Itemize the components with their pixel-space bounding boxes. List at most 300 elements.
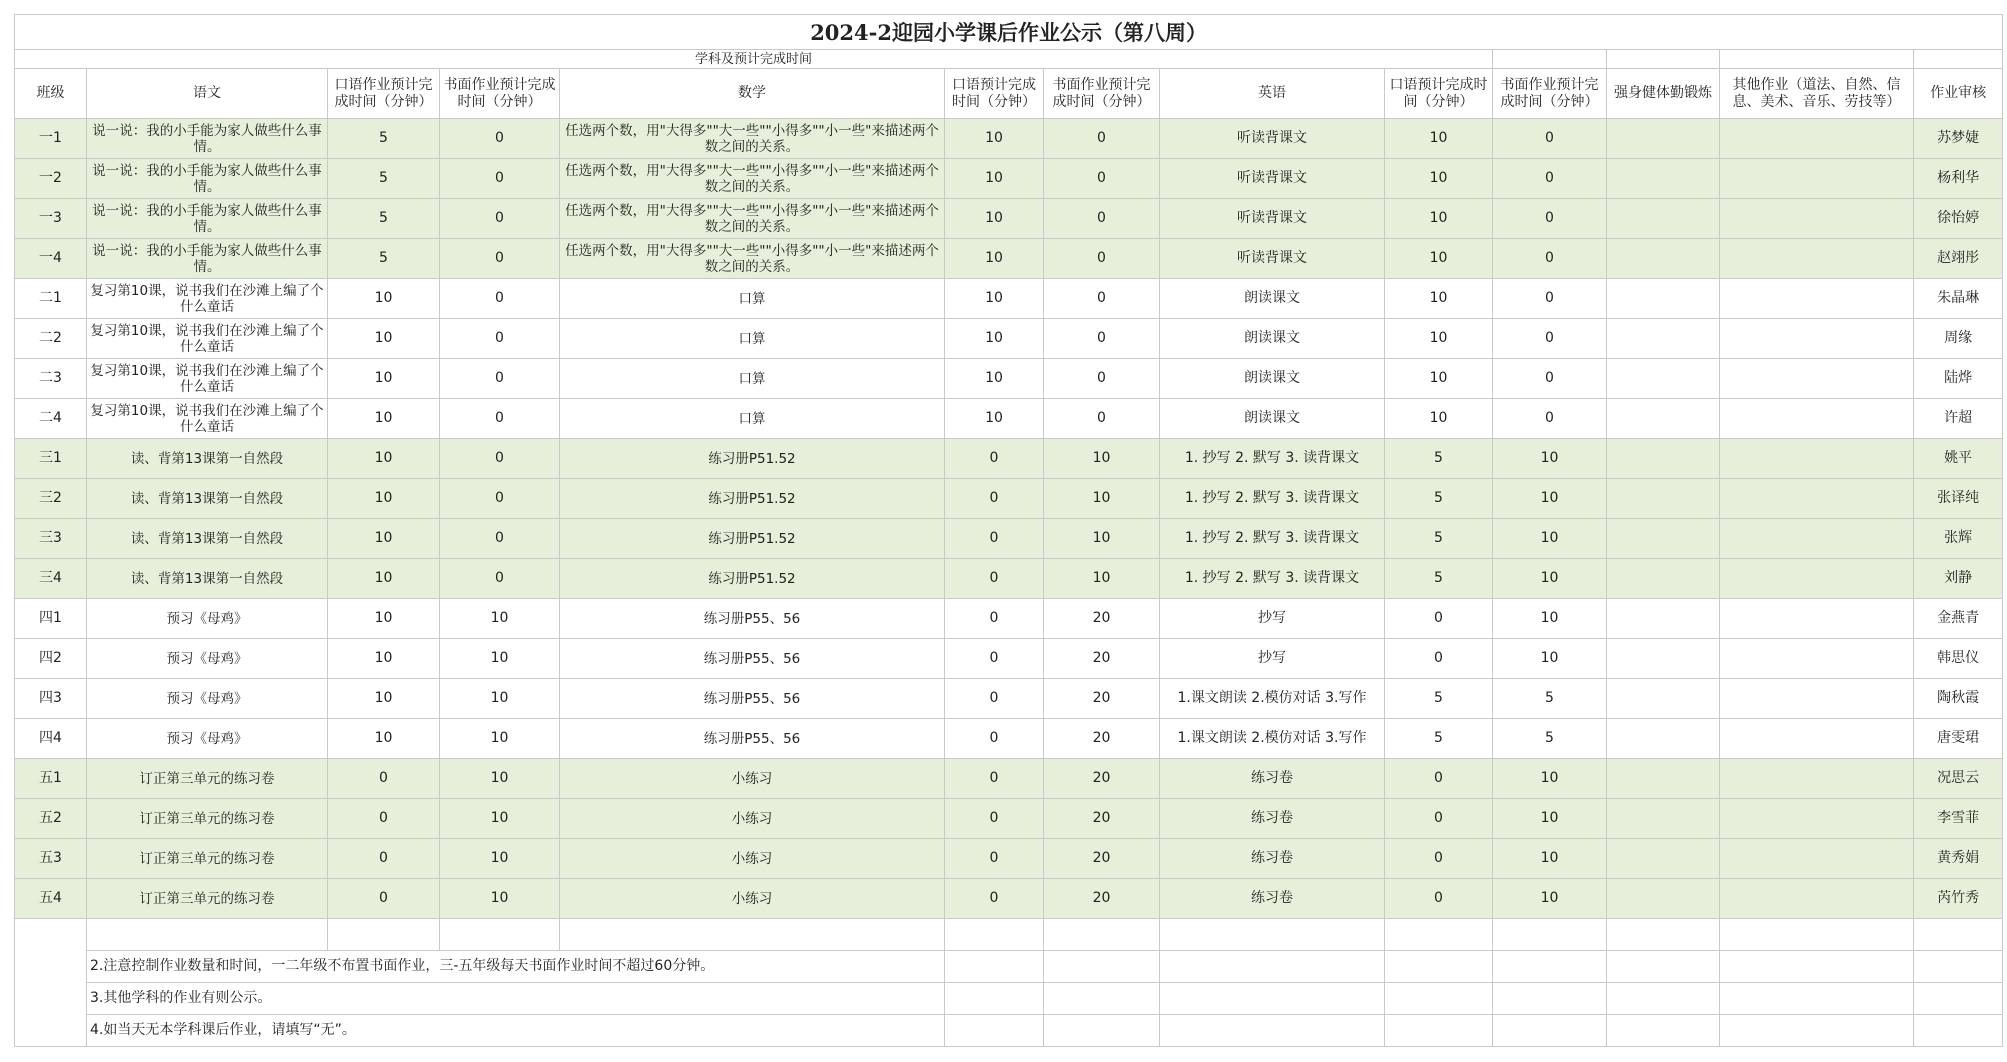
table-row (15, 599, 2003, 639)
reviewer-cell: 黄秀娟 (1914, 839, 2003, 879)
table-row (15, 479, 2003, 519)
reviewer-cell: 金燕青 (1914, 599, 2003, 639)
math-cell: 小练习 (560, 799, 945, 839)
english-oral-time-cell: 5 (1385, 679, 1493, 719)
chinese-cell: 读、背第13课第一自然段 (87, 479, 328, 519)
pe-cell (1607, 199, 1720, 239)
chinese-cell: 说一说：我的小手能为家人做些什么事情。 (87, 239, 328, 279)
empty-cell (1493, 983, 1607, 1015)
chinese-cell: 读、背第13课第一自然段 (87, 559, 328, 599)
math-written-time-cell: 0 (1044, 279, 1160, 319)
english-written-time-cell: 0 (1493, 319, 1607, 359)
math-cell: 口算 (560, 279, 945, 319)
chinese-cell: 读、背第13课第一自然段 (87, 439, 328, 479)
math-written-time-cell: 0 (1044, 119, 1160, 159)
math-oral-time-cell: 0 (945, 479, 1044, 519)
chinese-written-time-cell: 0 (440, 239, 560, 279)
other-cell (1720, 319, 1914, 359)
table-row (15, 239, 2003, 279)
math-cell: 小练习 (560, 879, 945, 919)
pe-cell (1607, 319, 1720, 359)
subject-subheader: 学科及预计完成时间 (15, 50, 1493, 69)
english-cell: 朗读课文 (1160, 359, 1385, 399)
pe-cell (1607, 879, 1720, 919)
chinese-oral-time-cell: 5 (328, 119, 440, 159)
math-oral-time-cell: 10 (945, 239, 1044, 279)
pe-cell (1607, 479, 1720, 519)
english-oral-time-cell: 5 (1385, 439, 1493, 479)
class-cell: 四1 (15, 599, 87, 639)
english-written-time-cell: 0 (1493, 239, 1607, 279)
reviewer-cell: 周缘 (1914, 319, 2003, 359)
english-written-time-cell: 10 (1493, 759, 1607, 799)
chinese-cell: 说一说：我的小手能为家人做些什么事情。 (87, 159, 328, 199)
other-cell (1720, 159, 1914, 199)
header-math-oral-time: 口语预计完成时间（分钟） (945, 69, 1044, 119)
note-text: 2.注意控制作业数量和时间，一二年级不布置书面作业，三-五年级每天书面作业时间不超过60分钟。 (87, 951, 945, 983)
empty-cell (1493, 919, 1607, 951)
math-written-time-cell: 20 (1044, 639, 1160, 679)
empty-cell (1914, 1015, 2003, 1047)
class-cell: 一2 (15, 159, 87, 199)
chinese-oral-time-cell: 10 (328, 359, 440, 399)
english-written-time-cell: 10 (1493, 799, 1607, 839)
english-cell: 1. 抄写 2. 默写 3. 读背课文 (1160, 439, 1385, 479)
other-cell (1720, 399, 1914, 439)
math-cell: 任选两个数，用"大得多""大一些""小得多""小一些"来描述两个数之间的关系。 (560, 159, 945, 199)
class-cell: 三3 (15, 519, 87, 559)
table-row (15, 879, 2003, 919)
homework-table (14, 14, 2003, 1047)
empty-cell (1720, 919, 1914, 951)
empty-cell (1720, 50, 1914, 69)
class-cell: 三4 (15, 559, 87, 599)
math-written-time-cell: 20 (1044, 679, 1160, 719)
class-cell: 二2 (15, 319, 87, 359)
other-cell (1720, 199, 1914, 239)
header-english-written-time: 书面作业预计完成时间（分钟） (1493, 69, 1607, 119)
sheet-title: 2024-2迎园小学课后作业公示（第八周） (15, 15, 2003, 50)
chinese-cell: 订正第三单元的练习卷 (87, 759, 328, 799)
reviewer-cell: 赵翊彤 (1914, 239, 2003, 279)
math-cell: 练习册P55、56 (560, 639, 945, 679)
reviewer-cell: 况思云 (1914, 759, 2003, 799)
empty-cell (1607, 951, 1720, 983)
pe-cell (1607, 239, 1720, 279)
other-cell (1720, 559, 1914, 599)
reviewer-cell: 苏梦婕 (1914, 119, 2003, 159)
empty-cell (1493, 1015, 1607, 1047)
english-oral-time-cell: 0 (1385, 639, 1493, 679)
english-oral-time-cell: 10 (1385, 319, 1493, 359)
math-oral-time-cell: 0 (945, 519, 1044, 559)
other-cell (1720, 759, 1914, 799)
math-oral-time-cell: 0 (945, 719, 1044, 759)
chinese-written-time-cell: 10 (440, 839, 560, 879)
math-written-time-cell: 0 (1044, 199, 1160, 239)
reviewer-cell: 许超 (1914, 399, 2003, 439)
empty-cell (1493, 50, 1607, 69)
english-cell: 1. 抄写 2. 默写 3. 读背课文 (1160, 479, 1385, 519)
english-oral-time-cell: 5 (1385, 719, 1493, 759)
chinese-oral-time-cell: 5 (328, 199, 440, 239)
reviewer-cell: 李雪菲 (1914, 799, 2003, 839)
table-row (15, 519, 2003, 559)
chinese-cell: 复习第10课，说书我们在沙滩上编了个什么童话 (87, 279, 328, 319)
table-row (15, 719, 2003, 759)
reviewer-cell: 张译纯 (1914, 479, 2003, 519)
note-text: 4.如当天无本学科课后作业，请填写“无”。 (87, 1015, 945, 1047)
english-oral-time-cell: 0 (1385, 879, 1493, 919)
empty-cell (1493, 951, 1607, 983)
class-cell: 二4 (15, 399, 87, 439)
chinese-oral-time-cell: 10 (328, 719, 440, 759)
math-written-time-cell: 20 (1044, 879, 1160, 919)
pe-cell (1607, 159, 1720, 199)
class-cell: 五3 (15, 839, 87, 879)
empty-cell (1914, 951, 2003, 983)
table-row (15, 759, 2003, 799)
other-cell (1720, 679, 1914, 719)
english-cell: 练习卷 (1160, 799, 1385, 839)
other-cell (1720, 359, 1914, 399)
other-cell (1720, 639, 1914, 679)
math-cell: 任选两个数，用"大得多""大一些""小得多""小一些"来描述两个数之间的关系。 (560, 199, 945, 239)
math-cell: 练习册P55、56 (560, 679, 945, 719)
math-written-time-cell: 0 (1044, 159, 1160, 199)
empty-cell (1160, 919, 1385, 951)
math-cell: 任选两个数，用"大得多""大一些""小得多""小一些"来描述两个数之间的关系。 (560, 239, 945, 279)
math-cell: 练习册P51.52 (560, 439, 945, 479)
chinese-oral-time-cell: 5 (328, 239, 440, 279)
empty-cell (1044, 951, 1160, 983)
english-written-time-cell: 10 (1493, 439, 1607, 479)
math-written-time-cell: 10 (1044, 519, 1160, 559)
chinese-oral-time-cell: 10 (328, 399, 440, 439)
chinese-oral-time-cell: 10 (328, 479, 440, 519)
english-written-time-cell: 10 (1493, 559, 1607, 599)
table-row (15, 319, 2003, 359)
math-oral-time-cell: 0 (945, 839, 1044, 879)
english-oral-time-cell: 0 (1385, 839, 1493, 879)
pe-cell (1607, 719, 1720, 759)
other-cell (1720, 479, 1914, 519)
other-cell (1720, 279, 1914, 319)
math-cell: 口算 (560, 319, 945, 359)
english-cell: 听读背课文 (1160, 199, 1385, 239)
note-row (15, 983, 2003, 1015)
empty-cell (1160, 951, 1385, 983)
class-cell: 二1 (15, 279, 87, 319)
class-cell: 二3 (15, 359, 87, 399)
chinese-cell: 预习《母鸡》 (87, 599, 328, 639)
english-written-time-cell: 5 (1493, 719, 1607, 759)
math-cell: 口算 (560, 359, 945, 399)
english-oral-time-cell: 10 (1385, 279, 1493, 319)
chinese-oral-time-cell: 0 (328, 879, 440, 919)
english-cell: 1.课文朗读 2.模仿对话 3.写作 (1160, 719, 1385, 759)
english-cell: 1.课文朗读 2.模仿对话 3.写作 (1160, 679, 1385, 719)
chinese-written-time-cell: 0 (440, 399, 560, 439)
note-row (15, 951, 2003, 983)
chinese-cell: 预习《母鸡》 (87, 679, 328, 719)
chinese-oral-time-cell: 0 (328, 839, 440, 879)
chinese-written-time-cell: 0 (440, 359, 560, 399)
pe-cell (1607, 519, 1720, 559)
english-oral-time-cell: 10 (1385, 159, 1493, 199)
header-class: 班级 (15, 69, 87, 119)
english-cell: 朗读课文 (1160, 279, 1385, 319)
header-other: 其他作业（道法、自然、信息、美术、音乐、劳技等） (1720, 69, 1914, 119)
english-cell: 听读背课文 (1160, 119, 1385, 159)
chinese-oral-time-cell: 0 (328, 759, 440, 799)
chinese-oral-time-cell: 0 (328, 799, 440, 839)
english-written-time-cell: 0 (1493, 399, 1607, 439)
reviewer-cell: 刘静 (1914, 559, 2003, 599)
math-cell: 小练习 (560, 759, 945, 799)
chinese-written-time-cell: 10 (440, 679, 560, 719)
chinese-cell: 复习第10课，说书我们在沙滩上编了个什么童话 (87, 319, 328, 359)
math-written-time-cell: 20 (1044, 719, 1160, 759)
chinese-oral-time-cell: 10 (328, 519, 440, 559)
table-row (15, 839, 2003, 879)
chinese-written-time-cell: 0 (440, 519, 560, 559)
chinese-written-time-cell: 10 (440, 879, 560, 919)
pe-cell (1607, 439, 1720, 479)
pe-cell (1607, 599, 1720, 639)
pe-cell (1607, 799, 1720, 839)
empty-cell (1607, 50, 1720, 69)
chinese-written-time-cell: 0 (440, 119, 560, 159)
table-row (15, 359, 2003, 399)
pe-cell (1607, 639, 1720, 679)
chinese-oral-time-cell: 10 (328, 279, 440, 319)
english-cell: 练习卷 (1160, 879, 1385, 919)
empty-cell (1160, 1015, 1385, 1047)
class-cell: 三1 (15, 439, 87, 479)
math-oral-time-cell: 0 (945, 799, 1044, 839)
empty-cell (1914, 983, 2003, 1015)
english-written-time-cell: 10 (1493, 839, 1607, 879)
english-cell: 听读背课文 (1160, 159, 1385, 199)
other-cell (1720, 839, 1914, 879)
pe-cell (1607, 839, 1720, 879)
chinese-written-time-cell: 10 (440, 799, 560, 839)
empty-cell (945, 919, 1044, 951)
math-written-time-cell: 0 (1044, 239, 1160, 279)
math-written-time-cell: 10 (1044, 439, 1160, 479)
empty-cell (1044, 983, 1160, 1015)
math-oral-time-cell: 10 (945, 119, 1044, 159)
reviewer-cell: 朱晶琳 (1914, 279, 2003, 319)
math-oral-time-cell: 0 (945, 599, 1044, 639)
english-cell: 练习卷 (1160, 839, 1385, 879)
class-cell: 四2 (15, 639, 87, 679)
reviewer-cell: 芮竹秀 (1914, 879, 2003, 919)
class-cell: 四3 (15, 679, 87, 719)
reviewer-cell: 韩思仪 (1914, 639, 2003, 679)
math-oral-time-cell: 10 (945, 359, 1044, 399)
english-written-time-cell: 0 (1493, 119, 1607, 159)
pe-cell (1607, 119, 1720, 159)
empty-cell (1607, 983, 1720, 1015)
chinese-cell: 复习第10课，说书我们在沙滩上编了个什么童话 (87, 399, 328, 439)
english-oral-time-cell: 10 (1385, 399, 1493, 439)
math-cell: 练习册P51.52 (560, 559, 945, 599)
english-oral-time-cell: 10 (1385, 359, 1493, 399)
reviewer-cell: 唐雯珺 (1914, 719, 2003, 759)
pe-cell (1607, 279, 1720, 319)
header-chinese: 语文 (87, 69, 328, 119)
table-row (15, 159, 2003, 199)
reviewer-cell: 张辉 (1914, 519, 2003, 559)
other-cell (1720, 599, 1914, 639)
other-cell (1720, 239, 1914, 279)
empty-cell (1720, 951, 1914, 983)
chinese-oral-time-cell: 10 (328, 559, 440, 599)
math-cell: 小练习 (560, 839, 945, 879)
math-oral-time-cell: 10 (945, 319, 1044, 359)
other-cell (1720, 519, 1914, 559)
chinese-written-time-cell: 0 (440, 199, 560, 239)
math-oral-time-cell: 0 (945, 759, 1044, 799)
math-written-time-cell: 20 (1044, 759, 1160, 799)
math-cell: 任选两个数，用"大得多""大一些""小得多""小一些"来描述两个数之间的关系。 (560, 119, 945, 159)
table-row (15, 639, 2003, 679)
header-math-written-time: 书面作业预计完成时间（分钟） (1044, 69, 1160, 119)
english-written-time-cell: 10 (1493, 479, 1607, 519)
empty-cell (1914, 50, 2003, 69)
reviewer-cell: 姚平 (1914, 439, 2003, 479)
chinese-cell: 读、背第13课第一自然段 (87, 519, 328, 559)
pe-cell (1607, 679, 1720, 719)
table-row (15, 559, 2003, 599)
other-cell (1720, 799, 1914, 839)
english-cell: 朗读课文 (1160, 399, 1385, 439)
other-cell (1720, 719, 1914, 759)
english-written-time-cell: 0 (1493, 199, 1607, 239)
empty-cell (1607, 1015, 1720, 1047)
chinese-written-time-cell: 0 (440, 319, 560, 359)
empty-cell (1160, 983, 1385, 1015)
english-cell: 听读背课文 (1160, 239, 1385, 279)
table-row (15, 199, 2003, 239)
english-written-time-cell: 10 (1493, 879, 1607, 919)
empty-cell (440, 919, 560, 951)
english-oral-time-cell: 0 (1385, 759, 1493, 799)
class-cell: 一3 (15, 199, 87, 239)
chinese-written-time-cell: 0 (440, 559, 560, 599)
empty-cell (1385, 1015, 1493, 1047)
empty-cell (945, 1015, 1044, 1047)
reviewer-cell: 徐怡婷 (1914, 199, 2003, 239)
table-row (15, 119, 2003, 159)
math-written-time-cell: 0 (1044, 399, 1160, 439)
english-cell: 1. 抄写 2. 默写 3. 读背课文 (1160, 519, 1385, 559)
chinese-written-time-cell: 10 (440, 719, 560, 759)
english-cell: 抄写 (1160, 639, 1385, 679)
header-english-oral-time: 口语预计完成时间（分钟） (1385, 69, 1493, 119)
table-row (15, 679, 2003, 719)
english-written-time-cell: 0 (1493, 159, 1607, 199)
math-oral-time-cell: 0 (945, 439, 1044, 479)
chinese-written-time-cell: 10 (440, 599, 560, 639)
empty-cell (1607, 919, 1720, 951)
table-row (15, 279, 2003, 319)
math-oral-time-cell: 0 (945, 879, 1044, 919)
reviewer-cell: 陶秋霞 (1914, 679, 2003, 719)
chinese-cell: 订正第三单元的练习卷 (87, 879, 328, 919)
english-written-time-cell: 10 (1493, 519, 1607, 559)
table-row (15, 399, 2003, 439)
chinese-cell: 订正第三单元的练习卷 (87, 839, 328, 879)
other-cell (1720, 119, 1914, 159)
empty-cell (1385, 951, 1493, 983)
pe-cell (1607, 759, 1720, 799)
chinese-oral-time-cell: 10 (328, 599, 440, 639)
chinese-cell: 说一说：我的小手能为家人做些什么事情。 (87, 119, 328, 159)
chinese-written-time-cell: 0 (440, 479, 560, 519)
chinese-written-time-cell: 0 (440, 279, 560, 319)
class-cell: 五2 (15, 799, 87, 839)
english-written-time-cell: 10 (1493, 639, 1607, 679)
math-written-time-cell: 20 (1044, 599, 1160, 639)
chinese-oral-time-cell: 10 (328, 439, 440, 479)
empty-cell (1914, 919, 2003, 951)
math-written-time-cell: 0 (1044, 359, 1160, 399)
math-cell: 口算 (560, 399, 945, 439)
chinese-oral-time-cell: 10 (328, 639, 440, 679)
english-oral-time-cell: 5 (1385, 479, 1493, 519)
empty-cell (1720, 983, 1914, 1015)
chinese-oral-time-cell: 5 (328, 159, 440, 199)
note-row (15, 1015, 2003, 1047)
english-oral-time-cell: 10 (1385, 119, 1493, 159)
note-text: 3.其他学科的作业有则公示。 (87, 983, 945, 1015)
other-cell (1720, 879, 1914, 919)
table-row (15, 439, 2003, 479)
chinese-written-time-cell: 0 (440, 159, 560, 199)
reviewer-cell: 杨利华 (1914, 159, 2003, 199)
chinese-written-time-cell: 10 (440, 759, 560, 799)
empty-cell (560, 919, 945, 951)
math-oral-time-cell: 10 (945, 199, 1044, 239)
table-row (15, 799, 2003, 839)
class-cell: 三2 (15, 479, 87, 519)
chinese-cell: 复习第10课，说书我们在沙滩上编了个什么童话 (87, 359, 328, 399)
math-written-time-cell: 10 (1044, 559, 1160, 599)
empty-cell (328, 919, 440, 951)
class-cell: 一1 (15, 119, 87, 159)
class-cell: 五1 (15, 759, 87, 799)
chinese-cell: 说一说：我的小手能为家人做些什么事情。 (87, 199, 328, 239)
chinese-oral-time-cell: 10 (328, 319, 440, 359)
math-written-time-cell: 10 (1044, 479, 1160, 519)
math-oral-time-cell: 10 (945, 279, 1044, 319)
english-oral-time-cell: 5 (1385, 519, 1493, 559)
header-pe: 强身健体勤锻炼 (1607, 69, 1720, 119)
notes-margin-cell (15, 919, 87, 1047)
english-oral-time-cell: 5 (1385, 559, 1493, 599)
empty-cell (945, 983, 1044, 1015)
math-written-time-cell: 20 (1044, 799, 1160, 839)
english-written-time-cell: 0 (1493, 359, 1607, 399)
chinese-cell: 预习《母鸡》 (87, 719, 328, 759)
english-cell: 1. 抄写 2. 默写 3. 读背课文 (1160, 559, 1385, 599)
empty-cell (945, 951, 1044, 983)
english-written-time-cell: 0 (1493, 279, 1607, 319)
math-oral-time-cell: 0 (945, 639, 1044, 679)
